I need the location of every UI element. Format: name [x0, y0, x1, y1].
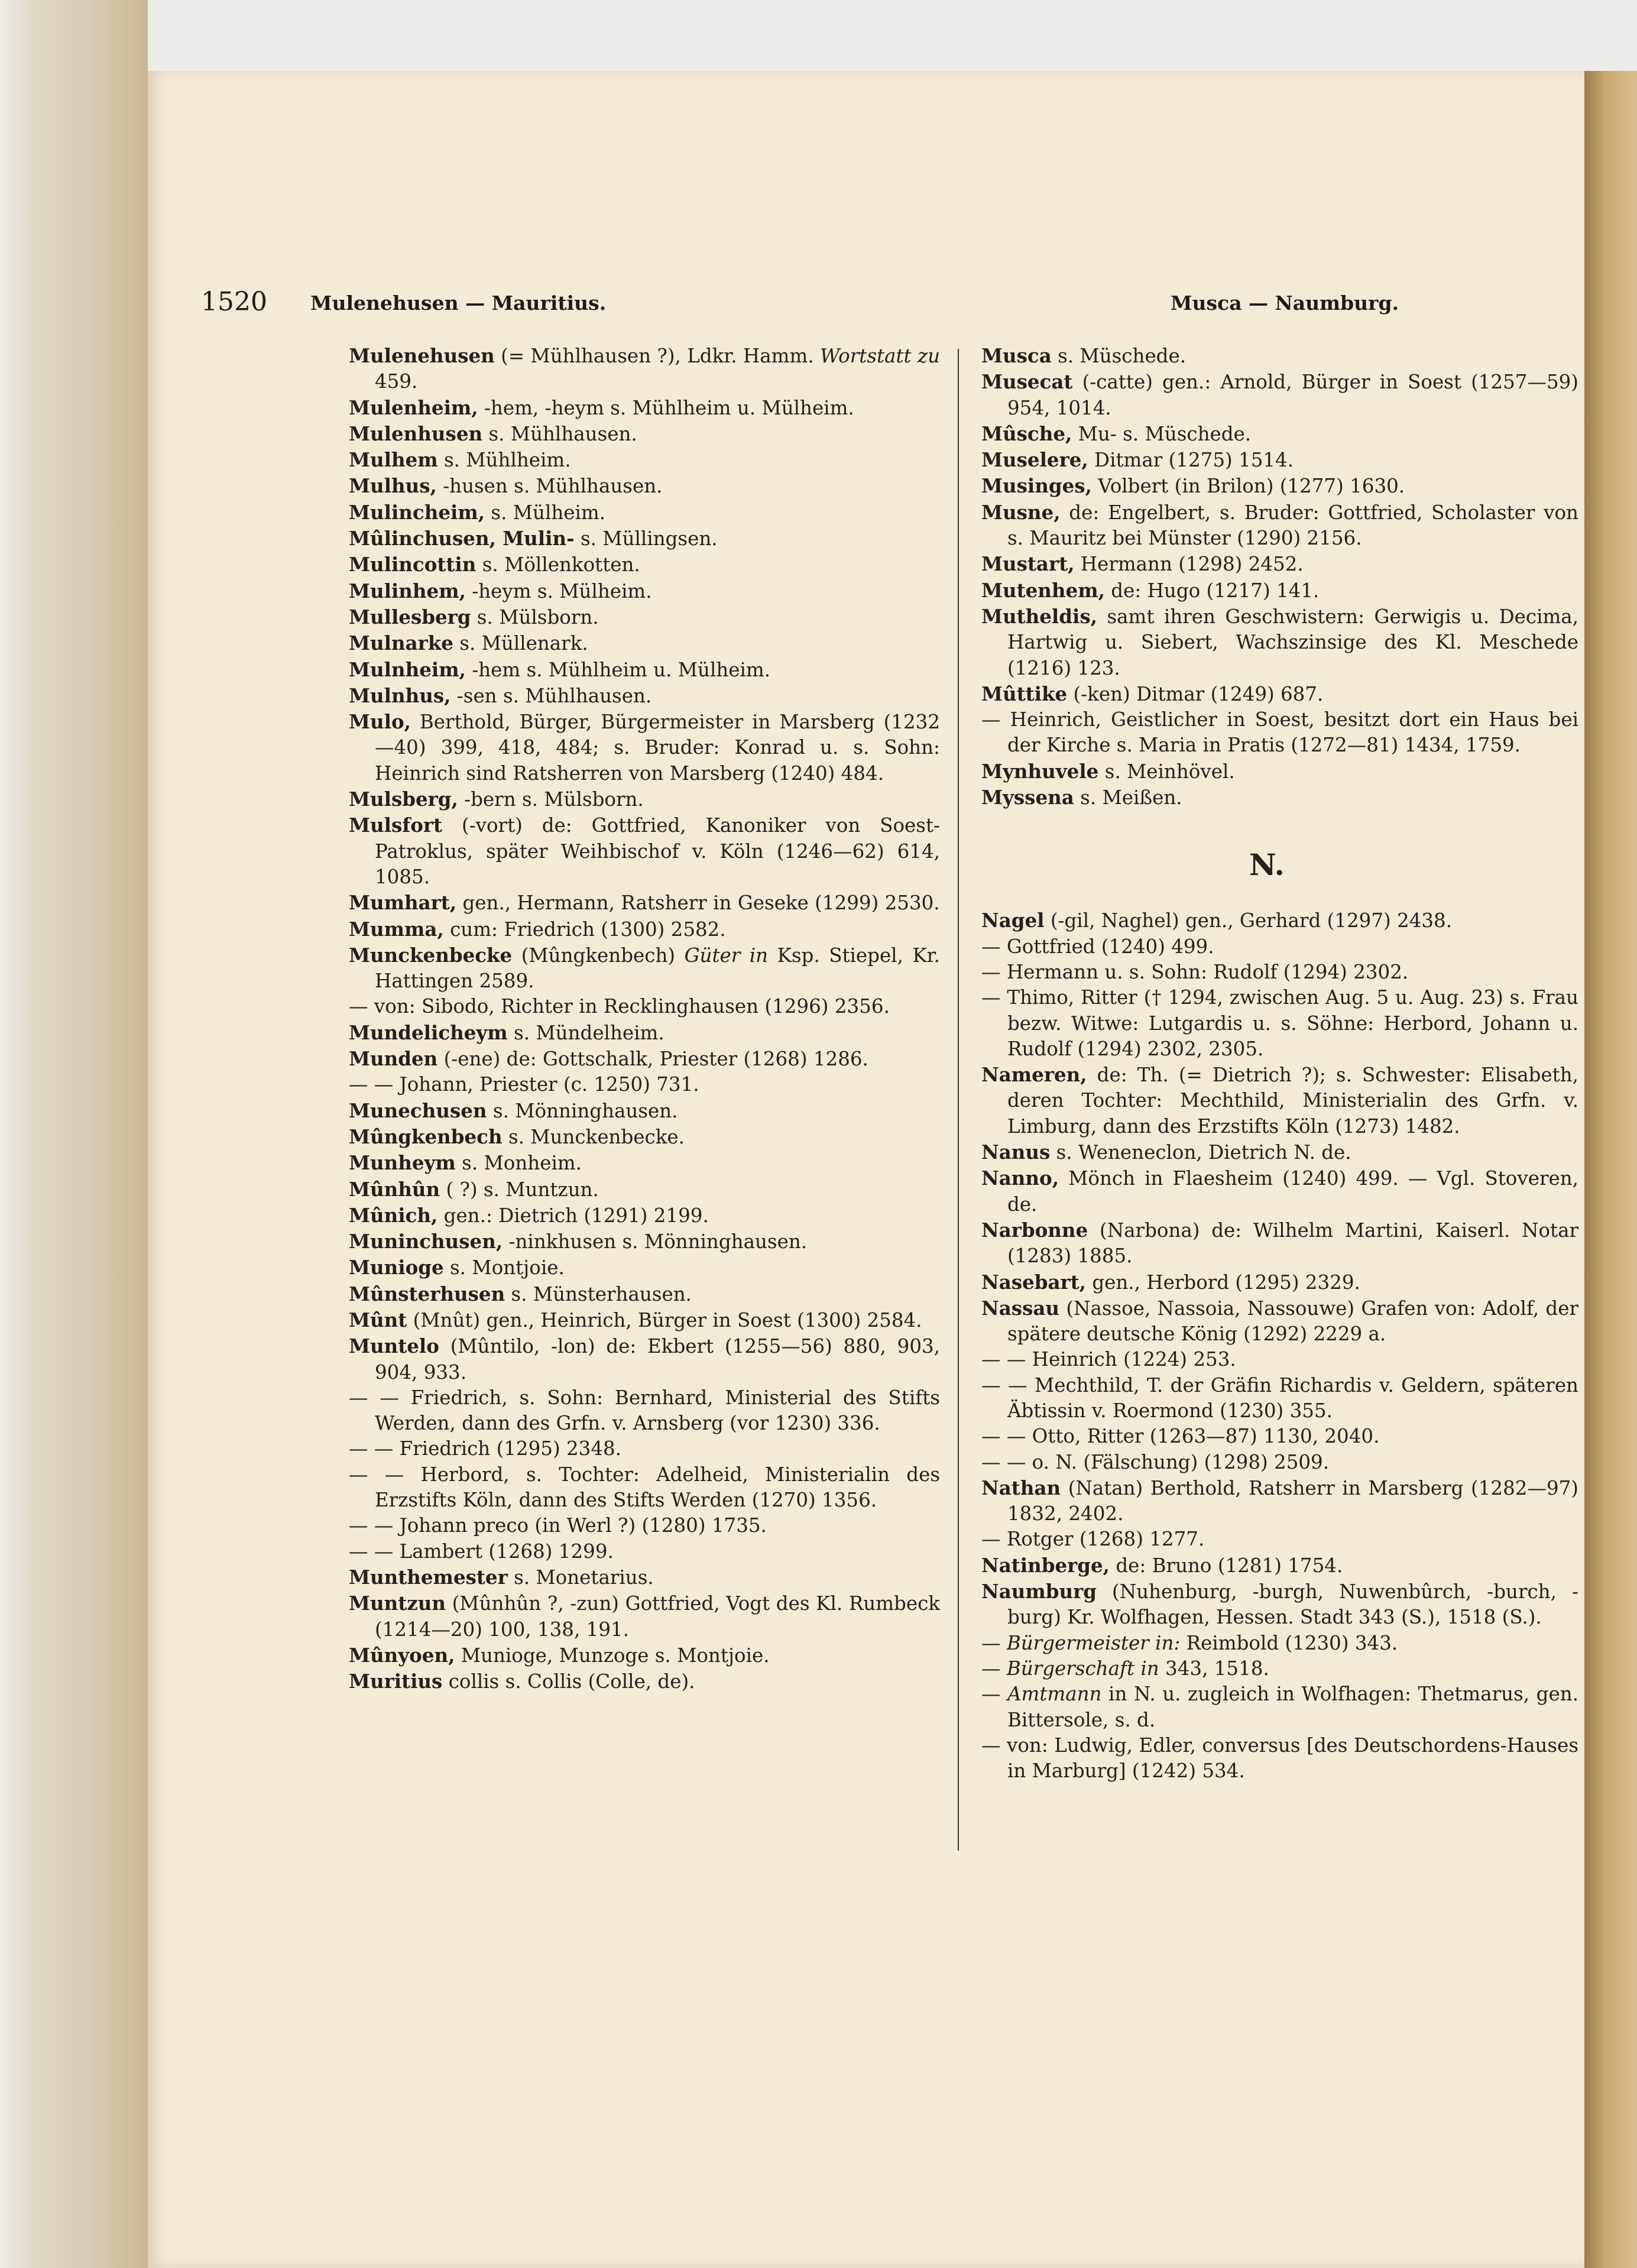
index-entry — [981, 985, 1578, 1062]
entry-headword: Mulhem — [349, 448, 438, 472]
index-entry — [349, 552, 940, 578]
entry-italic: Bürgermeister in: — [1006, 1631, 1181, 1654]
entry-headword: Mulinhem, — [349, 579, 466, 602]
entry-headword: Mynhuvele — [981, 759, 1099, 783]
entry-text: s. Mühlhausen. — [482, 422, 637, 445]
index-entry — [349, 1177, 940, 1203]
index-entry — [349, 1281, 940, 1307]
entry-headword: Mûnich, — [349, 1203, 438, 1227]
entry-text: Hermann (1298) 2452. — [1074, 553, 1304, 576]
entry-headword: Munioge — [349, 1256, 444, 1279]
entries-n — [981, 908, 1578, 1784]
index-entry — [981, 578, 1578, 604]
entry-text: — — o. N. (Fälschung) (1298) 2509. — [981, 1450, 1330, 1473]
left-column — [349, 343, 940, 1694]
entry-text: cum: Friedrich (1300) 2582. — [443, 918, 726, 941]
index-entry — [349, 1564, 940, 1590]
entry-headword: Muninchusen, — [349, 1230, 503, 1253]
entry-text: — — Mechthild, T. der Gräfin Richardis v. Geldern, späteren Äbtissin v. Roermond (1230) 355. — [981, 1373, 1578, 1422]
running-head-left: Mulenehusen — Mauritius. — [310, 291, 607, 315]
entry-text: s. Weneneclon, Dietrich N. de. — [1050, 1141, 1351, 1164]
index-entry — [981, 421, 1578, 447]
index-entry — [349, 1255, 940, 1281]
index-entry — [981, 1373, 1578, 1424]
entry-text: — — Friedrich (1295) 2348. — [349, 1437, 622, 1460]
entry-headword: Muntelo — [349, 1334, 439, 1358]
entry-text: — — Lambert (1268) 1299. — [349, 1540, 614, 1563]
index-entry — [349, 1124, 940, 1150]
index-entry — [349, 812, 940, 890]
index-entry — [349, 447, 940, 473]
entry-text: s. Müllingsen. — [574, 527, 718, 550]
entry-text: — — Friedrich, s. Sohn: Bernhard, Ministerial des Stifts Werden, dann des Grfn. v. Arnsberg (vor 1230) 336. — [349, 1386, 940, 1435]
entry-headword: Mulnarke — [349, 631, 453, 655]
entry-italic: Bürgerschaft in — [1006, 1657, 1159, 1680]
entry-headword: Nassau — [981, 1296, 1060, 1320]
entry-text: -hem, -heym s. Mühlheim u. Mülheim. — [478, 396, 854, 419]
entry-headword: Mûsche, — [981, 422, 1072, 445]
entry-text: de: Bruno (1281) 1754. — [1110, 1554, 1343, 1577]
entry-headword: Mustart, — [981, 552, 1075, 576]
index-entry — [349, 786, 940, 812]
entry-headword: Nagel — [981, 909, 1045, 932]
index-entry — [981, 681, 1578, 707]
index-entry — [981, 1347, 1578, 1372]
entry-text: collis s. Collis (Colle, de). — [442, 1670, 695, 1693]
entry-headword: Mumhart, — [349, 891, 457, 915]
index-entry — [349, 1668, 940, 1694]
entry-text: s. Mülsborn. — [471, 605, 599, 628]
running-head — [201, 287, 1419, 322]
entry-headword: Mûttike — [981, 682, 1068, 705]
entry-text: s. Meinhövel. — [1098, 760, 1235, 783]
entry-headword: Musinges, — [981, 474, 1092, 498]
entry-text: — — Otto, Ritter (1263—87) 1130, 2040. — [981, 1425, 1380, 1448]
entry-text: (Mûntilo, -lon) de: Ekbert (1255—56) 880, 903, 904, 933. — [375, 1335, 940, 1384]
entry-text: -heym s. Mülheim. — [465, 579, 652, 602]
entry-text: — — [981, 1631, 1007, 1654]
index-entry — [349, 1642, 940, 1668]
entry-text: gen., Herbord (1295) 2329. — [1085, 1271, 1360, 1294]
index-entry — [981, 1681, 1578, 1733]
entry-text: (= Mühlhausen ?), Ldkr. Hamm. — [494, 345, 820, 367]
column-divider — [958, 349, 959, 1851]
entries-m — [981, 343, 1578, 811]
entry-headword: Musca — [981, 344, 1052, 367]
entry-headword: Mulincheim, — [349, 500, 485, 524]
index-entry — [981, 1139, 1578, 1165]
entry-text: s. Monheim. — [455, 1152, 582, 1175]
entry-headword: Narbonne — [981, 1218, 1088, 1242]
entry-text: — — Heinrich (1224) 253. — [981, 1348, 1236, 1371]
entry-text: in N. u. zugleich in Wolfhagen: Thetmarus, gen. Bittersole, s. d. — [1007, 1683, 1578, 1731]
entry-headword: Muritius — [349, 1670, 443, 1693]
index-entry — [349, 421, 940, 447]
entry-text: (-gil, Naghel) gen., Gerhard (1297) 2438. — [1044, 909, 1453, 932]
entry-headword: Nameren, — [981, 1063, 1087, 1087]
entry-text: gen., Hermann, Ratsherr in Geseke (1299) 2530. — [456, 892, 940, 915]
index-entry — [981, 1553, 1578, 1579]
index-entry — [981, 1475, 1578, 1527]
index-entry — [349, 1046, 940, 1072]
index-entry — [981, 447, 1578, 473]
entry-text: -ninkhusen s. Mönninghausen. — [503, 1230, 808, 1253]
index-entry — [981, 1733, 1578, 1784]
index-entry — [349, 994, 940, 1019]
book-cover-edge — [1584, 71, 1637, 2268]
entry-headword: Mulsberg, — [349, 788, 458, 811]
entry-text: — Thimo, Ritter († 1294, zwischen Aug. 5 u. Aug. 23) s. Frau bezw. Witwe: Lutgardis u. s. Söhne: Herbord, Johann u. Rudolf (1294) 2302, 2305. — [981, 986, 1578, 1060]
entry-text: (-ene) de: Gottschalk, Priester (1268) 1286. — [437, 1048, 868, 1071]
entry-text: de: Th. (= Dietrich ?); s. Schwester: Elisabeth, deren Tochter: Mechthild, Ministerialin des Grfn. v. Limburg, dann des Erzstifts Köln (1273) 1482. — [1007, 1064, 1578, 1138]
entry-italic: Amtmann — [1007, 1683, 1102, 1706]
entry-headword: Nathan — [981, 1476, 1061, 1499]
entry-text: Volbert (in Brilon) (1277) 1630. — [1091, 475, 1405, 498]
index-entry — [349, 1462, 940, 1514]
index-entry — [981, 369, 1578, 421]
entry-headword: Natinberge, — [981, 1553, 1110, 1577]
entry-headword: Nanno, — [981, 1167, 1059, 1190]
entry-text: — Heinrich, Geistlicher in Soest, besitzt dort ein Haus bei der Kirche s. Maria in Pratis (1272—81) 1434, 1759. — [981, 708, 1578, 757]
entry-text: s. Müschede. — [1051, 345, 1187, 367]
entry-text: — von: Ludwig, Edler, conversus [des Deutschordens-Hauses in Marburg] (1242) 534. — [981, 1734, 1578, 1783]
entry-text: — Rotger (1268) 1277. — [981, 1528, 1205, 1551]
index-entry — [349, 1333, 940, 1385]
entry-text: — — [981, 1683, 1008, 1706]
entry-text: -sen s. Mühlhausen. — [450, 684, 652, 707]
entry-text: Ditmar (1275) 1514. — [1088, 449, 1294, 472]
entry-text: Munioge, Munzoge s. Montjoie. — [455, 1644, 770, 1667]
index-entry — [981, 604, 1578, 681]
index-entry — [981, 707, 1578, 759]
entry-headword: Munheym — [349, 1151, 456, 1175]
index-entry — [981, 1424, 1578, 1449]
entry-text: de: Hugo (1217) 141. — [1104, 579, 1320, 602]
entry-text: — von: Sibodo, Richter in Recklinghausen (1296) 2356. — [349, 995, 890, 1018]
entry-text: s. Meißen. — [1074, 786, 1182, 809]
page-number: 1520 — [201, 287, 267, 317]
entry-headword: Munckenbecke — [349, 943, 513, 967]
index-entry — [349, 604, 940, 630]
entry-headword: Mulo, — [349, 710, 411, 734]
entry-text: ( ?) s. Muntzun. — [440, 1178, 599, 1201]
entry-headword: Mullesberg — [349, 605, 471, 628]
entry-headword: Mûnsterhusen — [349, 1282, 505, 1305]
entry-headword: Mulenheim, — [349, 396, 478, 419]
entry-headword: Mûnhûn — [349, 1177, 440, 1201]
index-entry — [349, 709, 940, 786]
entry-text: Ksp. Stiepel, Kr. Hattingen 2589. — [375, 944, 940, 993]
entry-headword: Mûnt — [349, 1308, 407, 1331]
entry-text: — Gottfried (1240) 499. — [981, 935, 1214, 958]
index-entry — [349, 1072, 940, 1097]
book-page-stack — [0, 0, 148, 2268]
section-heading-n: N. — [1249, 847, 1285, 883]
entry-text: s. Monetarius. — [507, 1566, 654, 1589]
entry-text: (-vort) de: Gottfried, Kanoniker von Soest-Patroklus, später Weihbischof v. Köln (1246—62) 614, 1085. — [375, 814, 940, 888]
entry-text: — — Herbord, s. Tochter: Adelheid, Ministerialin des Erzstifts Köln, dann des Stifts Werden (1270) 1356. — [349, 1463, 940, 1512]
entry-headword: Mulenehusen — [349, 344, 495, 367]
index-entry — [349, 1098, 940, 1124]
index-entry — [349, 1203, 940, 1229]
index-entry — [349, 657, 940, 683]
index-entry — [349, 630, 940, 656]
index-entry — [349, 500, 940, 526]
entry-text: s. Mönninghausen. — [487, 1099, 678, 1122]
index-entry — [349, 1020, 940, 1046]
entry-headword: Mulsfort — [349, 814, 443, 837]
entry-text: Reimbold (1230) 343. — [1180, 1631, 1398, 1654]
index-entry — [981, 500, 1578, 552]
entry-text: -hem s. Mühlheim u. Mülheim. — [465, 658, 771, 681]
index-entry — [981, 759, 1578, 785]
entry-text: s. Müllenark. — [453, 632, 588, 655]
entry-headword: Mûnyoen, — [349, 1643, 455, 1667]
entry-text: — — Johann preco (in Werl ?) (1280) 1735. — [349, 1514, 767, 1537]
index-entry — [349, 1513, 940, 1538]
entry-text: -husen s. Mühlhausen. — [436, 475, 663, 498]
entry-headword: Myssena — [981, 786, 1074, 809]
entry-text: (Mnût) gen., Heinrich, Bürger in Soest (1300) 2584. — [407, 1308, 922, 1331]
index-entry — [981, 1656, 1578, 1681]
entry-text: s. Möllenkotten. — [476, 553, 640, 576]
entry-text: (Mûngkenbech) — [512, 944, 685, 967]
entry-headword: Musecat — [981, 370, 1073, 394]
index-entry — [349, 343, 940, 395]
entry-headword: Mumma, — [349, 917, 444, 941]
entry-text: s. Mülheim. — [485, 501, 606, 524]
entry-headword: Mûngkenbech — [349, 1125, 503, 1148]
index-entry — [349, 916, 940, 942]
index-entry — [349, 1539, 940, 1564]
index-entry — [349, 1436, 940, 1462]
entry-headword: Mulincottin — [349, 553, 476, 576]
entry-text: Mönch in Flaesheim (1240) 499. — Vgl. Stoveren, de. — [1007, 1167, 1578, 1216]
index-entry — [981, 551, 1578, 577]
entry-text: s. Munckenbecke. — [502, 1125, 685, 1148]
entry-headword: Mulnhus, — [349, 683, 451, 707]
index-entry — [349, 473, 940, 499]
index-entry — [349, 395, 940, 421]
index-entry — [349, 1590, 940, 1642]
index-entry — [981, 1527, 1578, 1552]
index-entry — [349, 890, 940, 916]
index-entry — [981, 908, 1578, 934]
entry-headword: Mûlinchusen, Mulin- — [349, 527, 575, 550]
index-entry — [981, 343, 1578, 369]
entry-italic: Wortstatt zu — [819, 345, 940, 367]
index-entry — [981, 960, 1578, 985]
entry-text: s. Mühlheim. — [437, 449, 571, 472]
index-entry — [981, 1165, 1578, 1217]
entry-text: Berthold, Bürger, Bürgermeister in Marsberg (1232—40) 399, 418, 484; s. Bruder: Konrad u. s. Sohn: Heinrich sind Ratsherren von Marsberg (1240) 484. — [375, 711, 940, 785]
index-entry — [349, 683, 940, 709]
entry-headword: Munechusen — [349, 1099, 487, 1122]
index-entry — [981, 473, 1578, 499]
entry-text: -bern s. Mülsborn. — [458, 788, 644, 811]
index-entry — [981, 1217, 1578, 1269]
entry-headword: Muntzun — [349, 1592, 446, 1615]
entry-text: gen.: Dietrich (1291) 2199. — [437, 1204, 709, 1227]
entry-text: 343, 1518. — [1159, 1657, 1269, 1680]
entry-text: de: Engelbert, s. Bruder: Gottfried, Scholaster von s. Mauritz bei Münster (1290) 2156. — [1007, 501, 1578, 550]
index-entry — [981, 785, 1578, 811]
entry-headword: Nasebart, — [981, 1270, 1086, 1294]
right-column — [981, 343, 1578, 1784]
entry-text: (Natan) Berthold, Ratsherr in Marsberg (1282—97) 1832, 2402. — [1007, 1476, 1578, 1525]
entry-headword: Munthemester — [349, 1565, 508, 1589]
entry-headword: Naumburg — [981, 1580, 1097, 1603]
entry-text: 459. — [375, 370, 418, 393]
entry-text: (Nassoe, Nassoia, Nassouwe) Grafen von: Adolf, der spätere deutsche König (1292) 2229 a. — [1007, 1297, 1578, 1346]
index-entry — [981, 934, 1578, 960]
entry-headword: Mutheldis, — [981, 604, 1097, 628]
entry-text: (-catte) gen.: Arnold, Bürger in Soest (1257—59) 954, 1014. — [1007, 371, 1578, 419]
entry-headword: Mulenhusen — [349, 422, 483, 445]
entry-text: samt ihren Geschwistern: Gerwigis u. Decima, Hartwig u. Siebert, Wachszinsige des Kl. Meschede (1216) 123. — [1007, 605, 1578, 679]
entry-headword: Mulhus, — [349, 474, 437, 498]
running-head-right: Musca — Naumburg. — [1171, 291, 1399, 315]
entry-text: (Mûnhûn ?, -zun) Gottfried, Vogt des Kl. Rumbeck (1214—20) 100, 138, 191. — [375, 1592, 940, 1641]
entry-headword: Munden — [349, 1047, 438, 1071]
index-entry — [349, 942, 940, 994]
index-entry — [349, 1307, 940, 1333]
entry-text: s. Montjoie. — [443, 1256, 565, 1279]
entry-text: (Narbona) de: Wilhelm Martini, Kaiserl. Notar (1283) 1885. — [1007, 1219, 1578, 1268]
entry-headword: Mulnheim, — [349, 657, 466, 681]
index-entry — [349, 1229, 940, 1255]
entry-text: — — [981, 1657, 1007, 1680]
index-entry — [981, 1295, 1578, 1347]
entry-headword: Mutenhem, — [981, 578, 1105, 602]
entry-headword: Nanus — [981, 1141, 1051, 1164]
entry-text: Mu- s. Müschede. — [1072, 422, 1252, 445]
entry-text: — Hermann u. s. Sohn: Rudolf (1294) 2302. — [981, 960, 1409, 983]
entry-text: (Nuhenburg, -burgh, Nuwenbûrch, -burch, -burg) Kr. Wolfhagen, Hessen. Stadt 343 (S.), 1518 (S.). — [1007, 1580, 1578, 1629]
index-entry — [349, 1150, 940, 1176]
index-entry — [981, 1062, 1578, 1139]
index-entry — [981, 1450, 1578, 1475]
index-entry — [981, 1631, 1578, 1656]
entry-headword: Mundelicheym — [349, 1020, 508, 1044]
index-entry — [981, 1579, 1578, 1631]
index-entry — [981, 1269, 1578, 1295]
entry-headword: Muselere, — [981, 448, 1088, 472]
index-entry — [349, 578, 940, 604]
entry-headword: Musne, — [981, 500, 1061, 524]
index-entry — [349, 526, 940, 552]
entry-italic: Güter in — [684, 944, 769, 967]
entry-text: (-ken) Ditmar (1249) 687. — [1067, 682, 1324, 705]
index-entry — [349, 1385, 940, 1437]
entry-text: — — Johann, Priester (c. 1250) 731. — [349, 1073, 699, 1096]
entry-text: s. Münsterhausen. — [505, 1282, 692, 1305]
entry-text: s. Mündelheim. — [507, 1021, 664, 1044]
